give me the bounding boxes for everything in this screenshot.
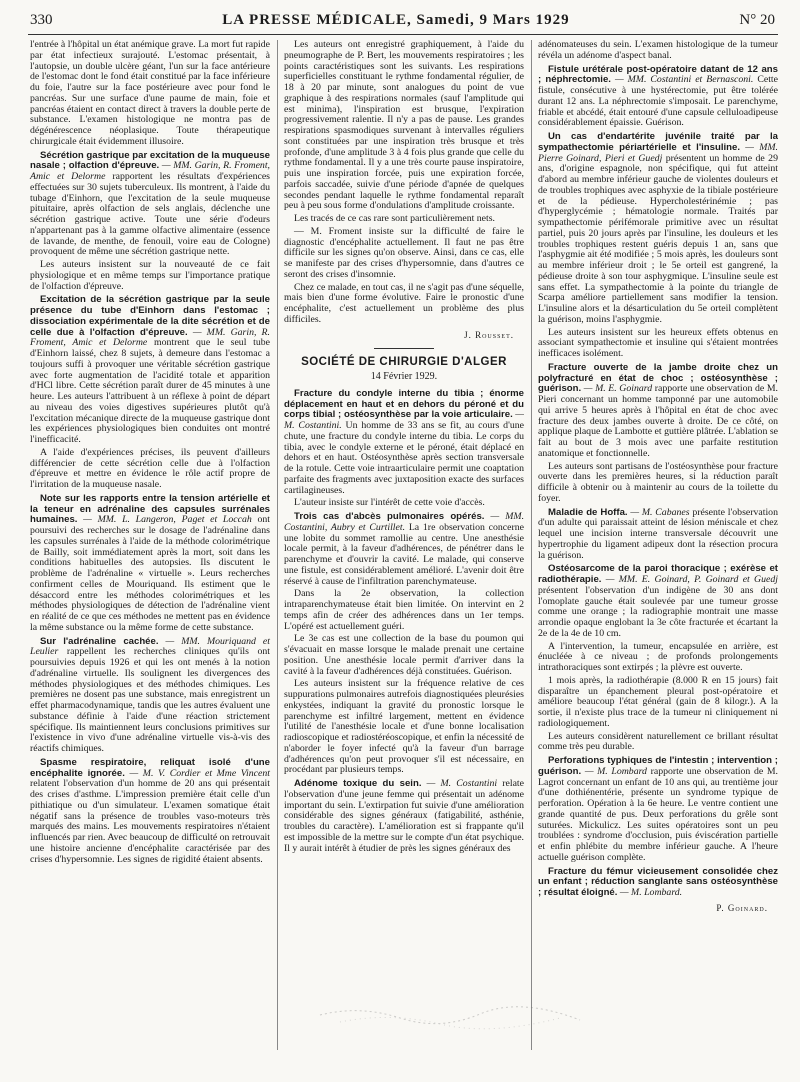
paragraph: L'auteur insiste sur l'intérêt de cette voie d'accès.	[294, 497, 485, 509]
abstract	[538, 132, 778, 360]
abstract-authors: — M. V. Cordier et Mme Vincent	[129, 767, 270, 779]
paragraph: Les auteurs ont enregistré graphiquement, à l'aide du pneumographe de P. Bert, les mouvements respiratoires ; les points caractéristiques sont les suivants. Les respirations superficielles constituant le rythme fondamental régulier, de 18 à 20 par minute, sont analogues du point de vue graphique à des respirations normales (sauf l'amplitude qui est minima), l'inspiration est brusque, l'expiration progressivement ralentie. Il n'y a pas de pause. Les grandes respirations spasmodiques survenant à intervalles réguliers sont constituées par une inspiration très brusque et très profonde, d'une amplitude 3 à 4 fois plus grande que celle du rythme fondamental. Il y a une très courte pause inspiratoire, puis une inspiration forcée, puis une expiration forcée, parfois saccadée, suivie d'une période d'apnée de quelques secondes pendant laquelle le rythme fondamental reparaît peu à peu sous forme d'ondulations d'amplitude croissante.	[284, 39, 524, 212]
abstract-authors: — MM. E. Goinard, P. Goinard et Guedj	[605, 574, 778, 585]
abstract-title: Ostéosarcome de la paroi thoracique ; exérèse et radiothérapie.	[538, 563, 778, 585]
society-heading: SOCIÉTÉ DE CHIRURGIE D'ALGER	[301, 356, 507, 369]
abstract-title: Perforations typhiques de l'intestin ; intervention ; guérison.	[538, 755, 778, 777]
abstract	[30, 494, 270, 634]
abstract-authors: — M. Costantini.	[284, 409, 524, 431]
abstract	[30, 637, 270, 755]
paragraph: l'entrée à l'hôpital un état anémique grave. La mort fut rapide par état infectieux surajouté. L'estomac présentait, à l'autopsie, un double ulcère géant, l'un sur la face antérieure de l'estomac dont le fond était constitué par la face inférieure du foie, l'autre sur la face postérieure avec pour fond le pancréas. Sur une surface d'une paume de main, foie et pancréas étaient en contact direct à travers la double perte de substance. L'examen histologique ne montra pas de dégénérescence néoplasique. Toute thérapeutique chirurgicale était évidemment illusoire.	[30, 39, 270, 147]
abstract-authors: — MM. Costantini, Aubry et Curtillet.	[284, 511, 525, 533]
abstract-text: présente l'observation d'un adulte qui paraissait atteint de lésion méniscale et chez lequel une incision interne transversale découvrit une hypertrophie du ligament adipeux dont la résection procura la guérison.	[538, 506, 778, 561]
society-date: 14 Février 1929.	[370, 371, 438, 382]
abstract-text: montrent que le seul tube d'Einhorn laissé, chez 8 sujets, à demeure dans l'estomac a toujours suffi à provoquer une véritable sécrétion gastrique avec forte augmentation de l'acidité totale et apparition d'HCl libre. Cette sécrétion paraît durer de 45 minutes à une heure. Les auteurs l'attribuent à un réflexe à point de départ au niveau des voies digestives supérieures plutôt qu'à l'excitation mécanique directe de la muqueuse gastrique dont les expériences physiologiques bien conduites ont montré l'inefficacité.	[30, 337, 270, 445]
column-2	[284, 40, 524, 856]
column-1	[30, 40, 270, 867]
abstract-text: Cette fistule, consécutive à une hystérectomie, put être tolérée durant 12 ans. La néphrectomie s'imposait. Le parenchyme, friable et abcédé, était entouré d'une capsule celluloadipeuse considérablement épaissie. Guérison.	[538, 74, 778, 129]
abstract	[30, 295, 270, 491]
signature: J. Rousset.	[464, 329, 514, 340]
journal-title: LA PRESSE MÉDICALE, Samedi, 9 Mars 1929	[222, 11, 570, 28]
abstract-authors: — MM. Garin, R. Froment, Amic et Delorme	[30, 326, 270, 349]
page-header	[30, 8, 775, 32]
paragraph: A l'intervention, la tumeur, encapsulée en arrière, est énucléée à ce niveau ; de profonds prolongements intrathoraciques sont extirpés ; la plèvre est ouverte.	[538, 640, 778, 673]
paragraph: Les tracés de ce cas rare sont particulièrement nets.	[294, 213, 496, 224]
abstract-title: Fracture du fémur vicieusement consolidée chez un enfant ; réduction sanglante sans ostéosynthèse ; résultat éloigné.	[538, 865, 778, 898]
abstract-title: Excitation de la sécrétion gastrique par la seule présence du tube d'Einhorn dans l'estomac ; dissociation expérimentale de la dite sécrétion et de celle due à l'olfaction d'épreuve.	[30, 294, 270, 338]
abstract	[284, 779, 524, 854]
column-3	[538, 40, 778, 916]
abstract-authors: — MM. Garin, R. Froment, Amic et Delorme	[30, 160, 270, 182]
paragraph: 1 mois après, la radiothérapie (8.000 R en 15 jours) fait disparaître un épanchement pleural post-opératoire et améliore beaucoup l'état général (gain de 8 kilogr.). A la sortie, il n'existe plus trace de la tumeur ni cliniquement ni radiologiquement.	[538, 674, 778, 729]
column-divider	[277, 40, 278, 1050]
abstract-title: Spasme respiratoire, reliquat isolé d'une encéphalite ignorée.	[30, 756, 270, 779]
abstract-title: Maladie de Hoffa.	[548, 506, 628, 518]
abstract-authors: — M. Lombard	[584, 765, 647, 777]
abstract-authors: — M. Costantini	[426, 778, 498, 789]
paragraph: Les auteurs sont partisans de l'ostéosynthèse pour fracture ouverte dans les premières heures, si la réduction paraît difficile à obtenir ou à maintenir au cours de la toilette du foyer.	[538, 460, 778, 504]
abstract-text: La 1re observation concerne une lobite du sommet ramollie au centre. Une anesthésie locale permit, à la faveur d'adhérences, de pénétrer dans le parenchyme et d'ouvrir la cavité. Le malade, qui conserve une fistule, est considérablement amélioré. L'avenir doit être réservé à cause de l'infiltration parenchymateuse.	[284, 521, 524, 587]
paragraph: A l'aide d'expériences précises, ils peuvent d'ailleurs différencier de cette sécrétion celle due à l'olfaction d'épreuve et mettre en évidence le rôle actif propre de l'irritation de la muqueuse nasale.	[30, 446, 270, 490]
paragraph: Les auteurs considèrent naturellement ce brillant résultat comme très peu durable.	[538, 730, 778, 753]
abstract-title: Un cas d'endartérite juvénile traité par la sympathectomie périartérielle et l'insuline.	[538, 131, 778, 153]
issue-number: N° 20	[739, 11, 775, 28]
abstract-authors: — M. E. Goinard	[583, 383, 653, 395]
abstract-title: Trois cas d'abcès pulmonaires opérés.	[294, 511, 485, 522]
abstract	[538, 756, 778, 864]
paragraph: Les auteurs insistent sur la nouveauté de ce fait physiologique et en même temps sur l'importance pratique de l'olfaction d'épreuve.	[30, 259, 270, 292]
paragraph: Le 3e cas est une collection de la base du poumon qui s'évacuait en masse lorsque le malade prenait une certaine position. Une anesthésie locale permit d'arriver dans la cavité à la faveur d'adhérences déjà constituées. Guérison.	[284, 633, 524, 677]
paragraph: Les auteurs insistent sur la fréquence relative de ces suppurations pulmonaires autrefois diagnostiquées pleurésies enkystées, indiquant la gravité du pronostic lorsque le parenchyme est infiltré largement, mettent en évidence l'utilité de l'anesthésie locale et d'une bonne localisation radioscopique et radiostéréoscopique, et enfin la nécessité de n'aborder le foyer infecté qu'à la faveur d'un barrage d'adhérences qu'on peut provoquer s'il est nécessaire, en procédant par plusieurs temps.	[284, 678, 524, 776]
abstract-text: présentent l'observation d'un indigène de 30 ans dont l'omoplate gauche était soulevée par une tumeur grosse comme une orange ; la radiographie montrait une masse arrondie opaque englobant la 3e côte fracturée et écartant la 2e de la 4e de 10 cm.	[538, 584, 778, 639]
paragraph: Les auteurs insistent sur les heureux effets obtenus en associant sympathectomie et insuline qui s'étaient montrées inefficaces isolément.	[538, 326, 778, 359]
abstract-title: Sur l'adrénaline cachée.	[40, 635, 159, 647]
abstract-text: rapportent les résultats d'expériences effectuées sur 30 sujets tuberculeux. Ils montrent, à l'aide du tubage d'Einhorn, que l'excitation de la seule muqueuse pituitaire, après olfaction de sels anglais, déclenche une sécrétion gastrique active. Toute une série d'odeurs n'appartenant pas à la gamme olfactive alimentaire (essence de lavande, de menthe, de fenouil, voire eau de Cologne) provoquent de même une sécrétion gastrique nette.	[30, 171, 270, 258]
abstract-title: Sécrétion gastrique par excitation de la muqueuse nasale ; olfaction d'épreuve.	[30, 149, 270, 172]
abstract-text: ont poursuivi des recherches sur le dosage de l'adrénaline dans les capsules surrénales à l'aide de la méthode colorimétrique de Bailly, soit immédiatement après la mort, soit dans les conditions habituelles des autopsies. Ils discutent le problème de l'adrénaline « virtuelle ». Leurs recherches confirment celles de Mouriquand. Ils estiment que le désaccord entre les méthodes colorimétriques et les méthodes physiologiques de détection de l'adrénaline vient en réalité de ce que ces méthodes ne mettent pas en évidence la même substance ou la même forme de cette substance.	[30, 514, 271, 633]
abstract-authors: — M. Cabanes	[630, 506, 690, 518]
abstract-authors: — MM. L. Langeron, Paget et Loccah	[83, 514, 252, 526]
paragraph: adénomateuses du sein. L'examen histologique de la tumeur révéla un adénome d'aspect banal.	[538, 39, 778, 61]
abstract-title: Fracture du condyle interne du tibia ; énorme déplacement en haut et en dehors du péroné et du corps tibial ; ostéosynthèse par la voie articulaire.	[284, 387, 524, 421]
abstract-authors: — MM. Costantini et Bernasconi.	[614, 74, 754, 86]
abstract	[30, 758, 270, 866]
signature: P. Goinard.	[716, 902, 768, 913]
abstract	[284, 389, 524, 509]
paragraph: Dans la 2e observation, la collection intraparenchymateuse était bien limitée. On intervint en 2 temps afin de créer des adhérences dans un 1er temps. L'opéré est actuellement guéri.	[284, 588, 524, 632]
paragraph: Chez ce malade, en tout cas, il ne s'agit pas d'une séquelle, mais bien d'une forme évolutive. Faire le pronostic d'une encéphalite, c'est actuellement un problème des plus difficiles.	[284, 281, 524, 325]
section-rule	[374, 348, 434, 349]
abstract	[538, 508, 778, 562]
abstract-text: présentent un homme de 29 ans, d'origine espagnole, non spécifique, qui fut atteint d'abord au membre inférieur gauche de violentes douleurs et de troubles trophiques avec asphyxie de la tibiale postérieure et de la pédieuse. Hypercholestérinémie ; pas d'hyperglycémie ; hématologie normale. Traités par sympathectomie périfémorale primitive avec un résultat partiel, puis 20 jours après par l'insuline, les douleurs et les troubles trophiques restent guéris depuis 1 an, sans que l'asphygmie ait été modifiée ; 5 mois après, les douleurs sont au membre inférieur droit ; le 5e orteil est gangrené, la pédieuse droite à son tour asphygmique. L'insuline seule est sans effet. La sympathectomie à la pointe du triangle de Scarpa améliore partiellement sans modifier la tension. L'insuline alors et la désarticulation du 5e orteil complètent la guérison, moins l'asphygmie.	[538, 152, 778, 325]
abstract-title: Adénome toxique du sein.	[294, 778, 422, 789]
ink-smudge	[300, 1000, 600, 1030]
page-number: 330	[30, 11, 53, 28]
abstract	[538, 65, 778, 130]
abstract	[30, 151, 270, 293]
abstract-text: relate l'observation d'une jeune femme qui présentait un adénome important du sein. L'extirpation fut suivie d'une amélioration considérable des signes généraux (fatigabilité, asthénie, troubles du caractère). L'amélioration est si frappante qu'il est impossible de la mettre sur le compte d'un état psychique. Il y aurait intérêt à étudier de près les signes généraux des	[284, 778, 525, 854]
abstract-title: Fracture ouverte de la jambe droite chez un polyfracturé en état de choc ; ostéosynthèse ; guérison.	[538, 361, 778, 395]
column-divider	[531, 40, 532, 1050]
abstract	[538, 363, 778, 505]
abstract-text: rappellent les recherches cliniques qu'ils ont poursuivies depuis 1926 et qui les ont menés à la notion d'adrénaline virtuelle. Ils soulignent les divergences des méthodes physiologiques et des méthodes chimiques. Les premières ne dosent pas une substance, mais enregistrent un effet pharmacodynamique, tandis que les autres évaluent une substance définie à l'aide d'une réaction strictement spécifique. Ils maintiennent leurs conclusions primitives sur l'existence in vivo d'une adrénaline virtuelle vis-à-vis des réactifs chimiques.	[30, 646, 270, 754]
abstract	[284, 512, 524, 776]
abstract-text: Un homme de 33 ans se fit, au cours d'une chute, une fracture du condyle interne du tibia. Le corps du tibia, avec le condyle externe et le péroné, était déplacé en dehors et en haut. Ostéosynthèse après section transversale de la rotule. Cette voie intraarticulaire permit une coaptation parfaite des fragments avec juxtaposition exacte des surfaces cartilagineuses.	[284, 420, 524, 496]
abstract-title: Fistule urétérale post-opératoire datant de 12 ans ; néphrectomie.	[538, 63, 778, 86]
abstract	[538, 867, 778, 899]
abstract-text: rapporte une observation de M. Pieri concernant un homme tamponné par une automobile qui arrive 5 heures après à l'hôpital en état de choc avec fracture des deux jambes ouverte à droite. De ce côté, on applique plaque de Lambotte et guttière plâtrée. L'ablation se fait au bout de 3 mois avec une parfaite restitution anatomique et fonctionnelle.	[538, 383, 778, 459]
header-rule	[28, 34, 778, 35]
abstract-authors: — M. Lombard.	[619, 887, 683, 898]
abstract	[538, 564, 778, 753]
paragraph: — M. Froment insiste sur la difficulté de faire le diagnostic d'encéphalite actuellement. Il faut ne pas être difficile sur les signes qu'on observe. Ainsi, dans ce cas, elle se manifeste par des crises d'hypersomnie, dans d'autres ce seront des crises d'insomnie.	[284, 225, 524, 280]
abstract-text: rapporte une observation de M. Lagrot concernant un enfant de 10 ans qui, au trentième jour d'une dothiénentérie, présente un syndrome typique de perforation. Opération à la 6e heure. Le ventre contient une grande quantité de pus. Deux perforations du grêle sont suturées. Mickulicz. Les suites opératoires sont un peu troublées : syndrome d'occlusion, puis éviscération partielle et enfin phlébite du membre inférieur gauche. A l'heure actuelle guérison complète.	[538, 765, 778, 863]
abstract-authors: — MM. Pierre Goinard, Pieri et Guedj	[538, 141, 778, 164]
abstract-authors: — MM. Mouriquand et Leulier	[30, 635, 270, 658]
abstract-title: Note sur les rapports entre la tension artérielle et la teneur en adrénaline des capsules surrénales humaines.	[30, 492, 270, 526]
abstract-text: relatent l'observation d'un homme de 20 ans qui présentait des crises d'asthme. L'impression première était celle d'un pithiatique ou d'un simulateur. L'examen somatique était négatif sans la présence de troubles vaso-moteurs très marqués des mains. Les mouvements respiratoires n'étaient influencés par rien. Avec beaucoup de difficulté on retrouvait une histoire ancienne d'encéphalite caractérisée par des crises d'hypersomnie. Les signes de rigidité étaient absents.	[30, 778, 270, 865]
